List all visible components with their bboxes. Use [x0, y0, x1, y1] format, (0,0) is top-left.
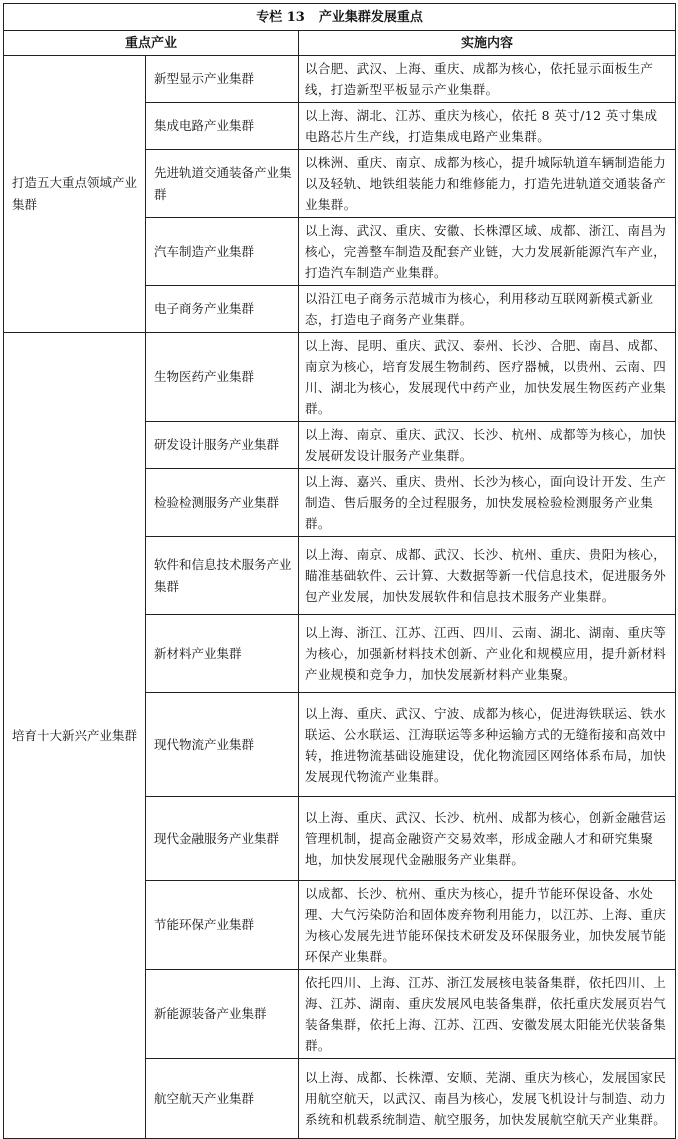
table-title-prefix: 专栏 13	[256, 9, 305, 25]
industry-name-cell: 软件和信息技术服务产业集群	[146, 537, 299, 615]
header-content: 实施内容	[299, 31, 676, 56]
group-name-cell: 打造五大重点领域产业集群	[4, 56, 146, 333]
implementation-content-cell: 以株洲、重庆、南京、成都为核心，提升城际轨道车辆制造能力以及轻轨、地铁组装能力和维修能力，打造先进轨道交通装备产业集群。	[299, 150, 676, 218]
industry-name-cell: 新能源装备产业集群	[146, 970, 299, 1059]
header-industry: 重点产业	[4, 31, 299, 56]
implementation-content-cell: 依托四川、上海、江苏、浙江发展核电装备集群，依托四川、上海、江苏、湖南、重庆发展风电装备集群，依托重庆发展页岩气装备集群，依托上海、江苏、江西、安徽发展太阳能光伏装备集群。	[299, 970, 676, 1059]
implementation-content-cell: 以上海、成都、长株潭、安顺、芜湖、重庆为核心，发展国家民用航空航天，以武汉、南昌为核心，发展飞机设计与制造、动力系统和机载系统制造、航空服务，加快发展航空航天产业集群。	[299, 1059, 676, 1139]
implementation-content-cell: 以上海、重庆、武汉、长沙、杭州、成都为核心，创新金融营运管理机制，提高金融资产交易效率，形成金融人才和研究集聚地，加快发展现代金融服务产业集群。	[299, 797, 676, 881]
industry-cluster-table	[3, 3, 676, 1139]
industry-name-cell: 新材料产业集群	[146, 615, 299, 693]
industry-name-cell: 先进轨道交通装备产业集群	[146, 150, 299, 218]
implementation-content-cell: 以上海、武汉、重庆、安徽、长株潭区域、成都、浙江、南昌为核心，完善整车制造及配套产业链，大力发展新能源汽车产业，打造汽车制造产业集群。	[299, 218, 676, 286]
industry-name-cell: 节能环保产业集群	[146, 881, 299, 970]
industry-name-cell: 电子商务产业集群	[146, 286, 299, 333]
industry-name-cell: 航空航天产业集群	[146, 1059, 299, 1139]
implementation-content-cell: 以上海、湖北、江苏、重庆为核心，依托 8 英寸/12 英寸集成电路芯片生产线，打造集成电路产业集群。	[299, 103, 676, 150]
industry-name-cell: 新型显示产业集群	[146, 56, 299, 103]
implementation-content-cell: 以上海、重庆、武汉、宁波、成都为核心，促进海铁联运、铁水联运、公水联运、江海联运等多种运输方式的无缝衔接和高效中转，推进物流基础设施建设，优化物流园区网络体系布局，加快发展现代物流产业集群。	[299, 693, 676, 797]
industry-name-cell: 集成电路产业集群	[146, 103, 299, 150]
industry-name-cell: 研发设计服务产业集群	[146, 422, 299, 469]
industry-name-cell: 生物医药产业集群	[146, 333, 299, 422]
implementation-content-cell: 以合肥、武汉、上海、重庆、成都为核心，依托显示面板生产线，打造新型平板显示产业集群。	[299, 56, 676, 103]
group-name-cell: 培育十大新兴产业集群	[4, 333, 146, 1139]
table-title-row	[4, 4, 676, 31]
industry-name-cell: 现代金融服务产业集群	[146, 797, 299, 881]
industry-name-cell: 汽车制造产业集群	[146, 218, 299, 286]
implementation-content-cell: 以上海、南京、成都、武汉、长沙、杭州、重庆、贵阳为核心，瞄准基础软件、云计算、大数据等新一代信息技术，促进服务外包产业发展，加快发展软件和信息技术服务产业集群。	[299, 537, 676, 615]
table-row	[4, 56, 676, 103]
table-title-text: 产业集群发展重点	[318, 9, 423, 25]
implementation-content-cell: 以上海、浙江、江苏、江西、四川、云南、湖北、湖南、重庆等为核心，加强新材料技术创新、产业化和规模应用，提升新材料产业规模和竞争力，加快发展新材料产业集聚。	[299, 615, 676, 693]
table-header-row	[4, 31, 676, 56]
implementation-content-cell: 以上海、南京、重庆、武汉、长沙、杭州、成都等为核心，加快发展研发设计服务产业集群。	[299, 422, 676, 469]
industry-name-cell: 现代物流产业集群	[146, 693, 299, 797]
industry-name-cell: 检验检测服务产业集群	[146, 469, 299, 537]
table-title	[4, 4, 676, 31]
implementation-content-cell: 以上海、嘉兴、重庆、贵州、长沙为核心，面向设计开发、生产制造、售后服务的全过程服务，加快发展检验检测服务产业集群。	[299, 469, 676, 537]
implementation-content-cell: 以上海、昆明、重庆、武汉、泰州、长沙、合肥、南昌、成都、南京为核心，培育发展生物制药、医疗器械，以贵州、云南、四川、湖北为核心，发展现代中药产业，加快发展生物医药产业集群。	[299, 333, 676, 422]
implementation-content-cell: 以沿江电子商务示范城市为核心，利用移动互联网新模式新业态，打造电子商务产业集群。	[299, 286, 676, 333]
implementation-content-cell: 以成都、长沙、杭州、重庆为核心，提升节能环保设备、水处理、大气污染防治和固体废弃物利用能力，以江苏、上海、重庆为核心发展先进节能环保技术研发及环保服务业，加快发展节能环保产业集群。	[299, 881, 676, 970]
document-page	[3, 3, 675, 1139]
table-row	[4, 333, 676, 422]
